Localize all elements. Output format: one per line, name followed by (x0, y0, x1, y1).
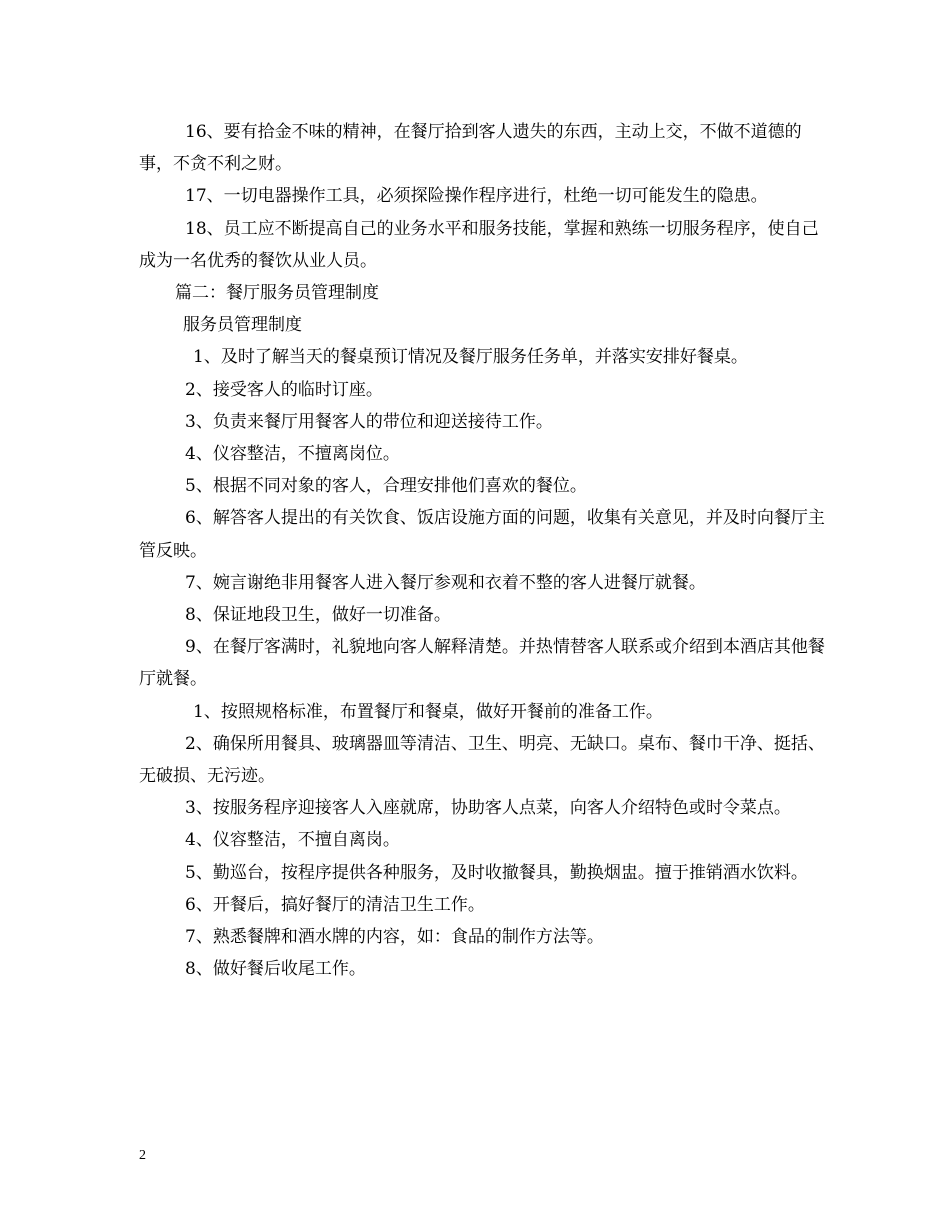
paragraph-item: 4、仪容整洁，不擅离岗位。 (185, 444, 400, 465)
paragraph-item-16: 16、要有拾金不味的精神，在餐厅拾到客人遗失的东西，主动上交，不做不道德的事，不贪不利之财。 (139, 122, 802, 175)
paragraph-item: 8、做好餐后收尾工作。 (185, 959, 366, 980)
subsection-heading: 服务员管理制度 (183, 315, 302, 336)
paragraph-item: 7、婉言谢绝非用餐客人进入餐厅参观和衣着不整的客人进餐厅就餐。 (185, 572, 706, 593)
paragraph-item: 3、负责来餐厅用餐客人的带位和迎送接待工作。 (185, 411, 553, 432)
paragraph-item: 1、及时了解当天的餐桌预订情况及餐厅服务任务单，并落实安排好餐桌。 (193, 347, 748, 368)
paragraph-item: 5、根据不同对象的客人，合理安排他们喜欢的餐位。 (185, 476, 587, 497)
paragraph-item-18: 18、员工应不断提高自己的业务水平和服务技能，掌握和熟练一切服务程序，使自己成为一名优秀的餐饮从业人员。 (139, 218, 819, 271)
paragraph-item: 7、熟悉餐牌和酒水牌的内容，如：食品的制作方法等。 (185, 927, 604, 948)
paragraph-item: 1、按照规格标准，布置餐厅和餐桌，做好开餐前的准备工作。 (193, 701, 663, 722)
document-body (139, 116, 829, 985)
paragraph-item: 3、按服务程序迎接客人入座就席，协助客人点菜，向客人介绍特色或时令菜点。 (185, 798, 791, 819)
paragraph-item: 8、保证地段卫生，做好一切准备。 (185, 605, 451, 626)
paragraph-item: 5、勤巡台，按程序提供各种服务，及时收撤餐具，勤换烟盅。擅于推销酒水饮料。 (185, 862, 808, 883)
section-heading: 篇二：餐厅服务员管理制度 (175, 283, 379, 304)
paragraph-item: 6、解答客人提出的有关饮食、饭店设施方面的问题，收集有关意见，并及时向餐厅主管反映。 (139, 508, 825, 561)
paragraph-item: 9、在餐厅客满时，礼貌地向客人解释清楚。并热情替客人联系或介绍到本酒店其他餐厅就餐。 (139, 637, 825, 690)
paragraph-item: 4、仪容整洁，不擅自离岗。 (185, 830, 400, 851)
paragraph-item: 2、接受客人的临时订座。 (185, 379, 383, 400)
paragraph-item: 6、开餐后，搞好餐厅的清洁卫生工作。 (185, 894, 485, 915)
page-number: 2 (139, 1148, 146, 1163)
paragraph-item: 2、确保所用餐具、玻璃器皿等清洁、卫生、明亮、无缺口。桌布、餐巾干净、挺括、无破损、无污迹。 (139, 733, 825, 787)
paragraph-item-17: 17、一切电器操作工具，必须探险操作程序进行，杜绝一切可能发生的隐患。 (185, 186, 768, 207)
